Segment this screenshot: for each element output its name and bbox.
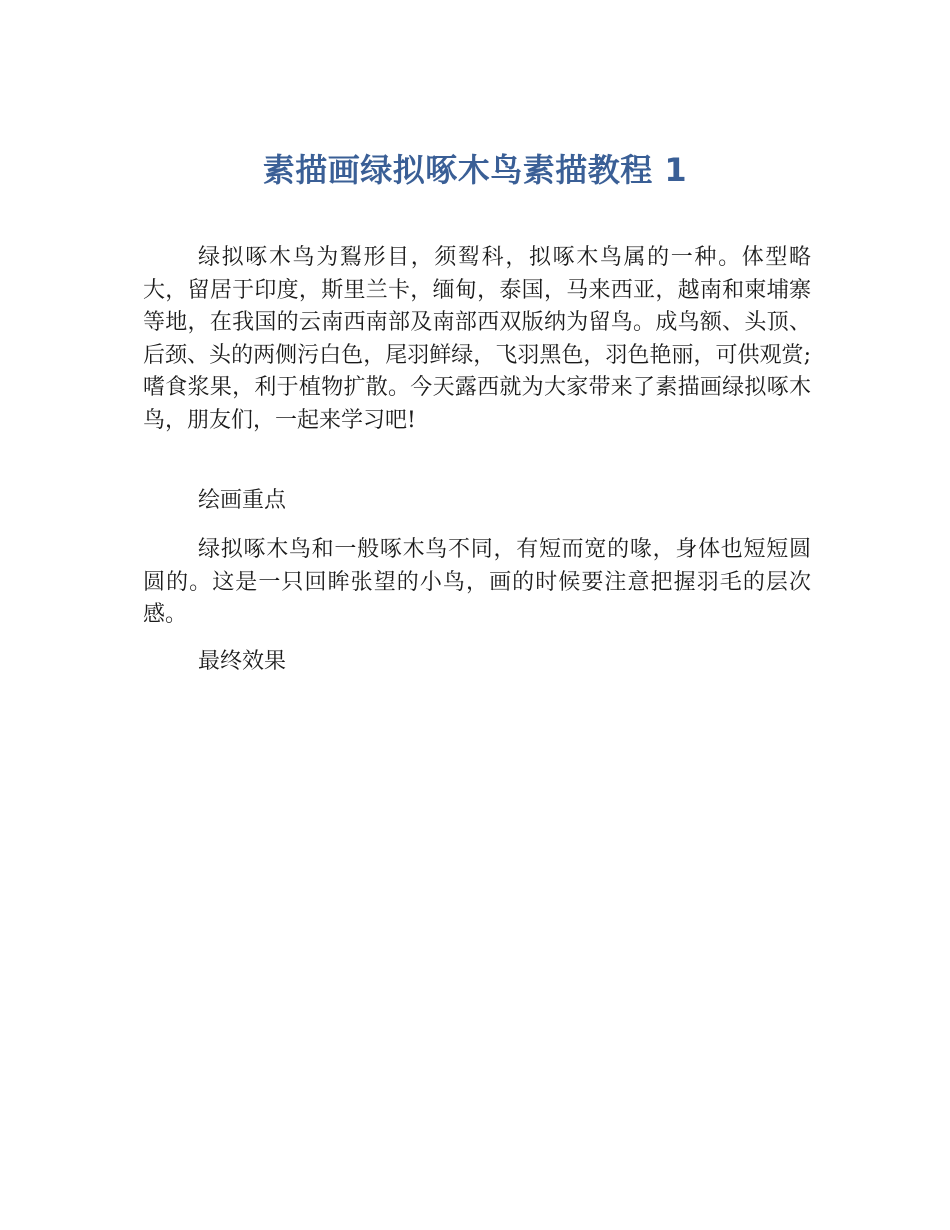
document-title: 素描画绿拟啄木鸟素描教程 1 xyxy=(262,151,688,189)
section-heading-drawing-focus: 绘画重点 xyxy=(198,488,287,513)
drawing-focus-paragraph: 绿拟啄木鸟和一般啄木鸟不同，有短而宽的喙，身体也短短圆圆的。这是一只回眸张望的小鸟，画的时候要注意把握羽毛的层次感。 xyxy=(143,537,811,627)
intro-paragraph: 绿拟啄木鸟为鴷形目，须䴕科，拟啄木鸟属的一种。体型略大，留居于印度，斯里兰卡，缅甸，泰国，马来西亚，越南和柬埔寨等地，在我国的云南西南部及南部西双版纳为留鸟。成鸟额、头顶、后颈、头的两侧污白色，尾羽鲜绿，飞羽黑色，羽色艳丽，可供观赏;嗜食浆果，利于植物扩散。今天露西就为大家带来了素描画绿拟啄木鸟，朋友们，一起来学习吧! xyxy=(143,245,811,433)
section-heading-final-result: 最终效果 xyxy=(198,649,287,674)
